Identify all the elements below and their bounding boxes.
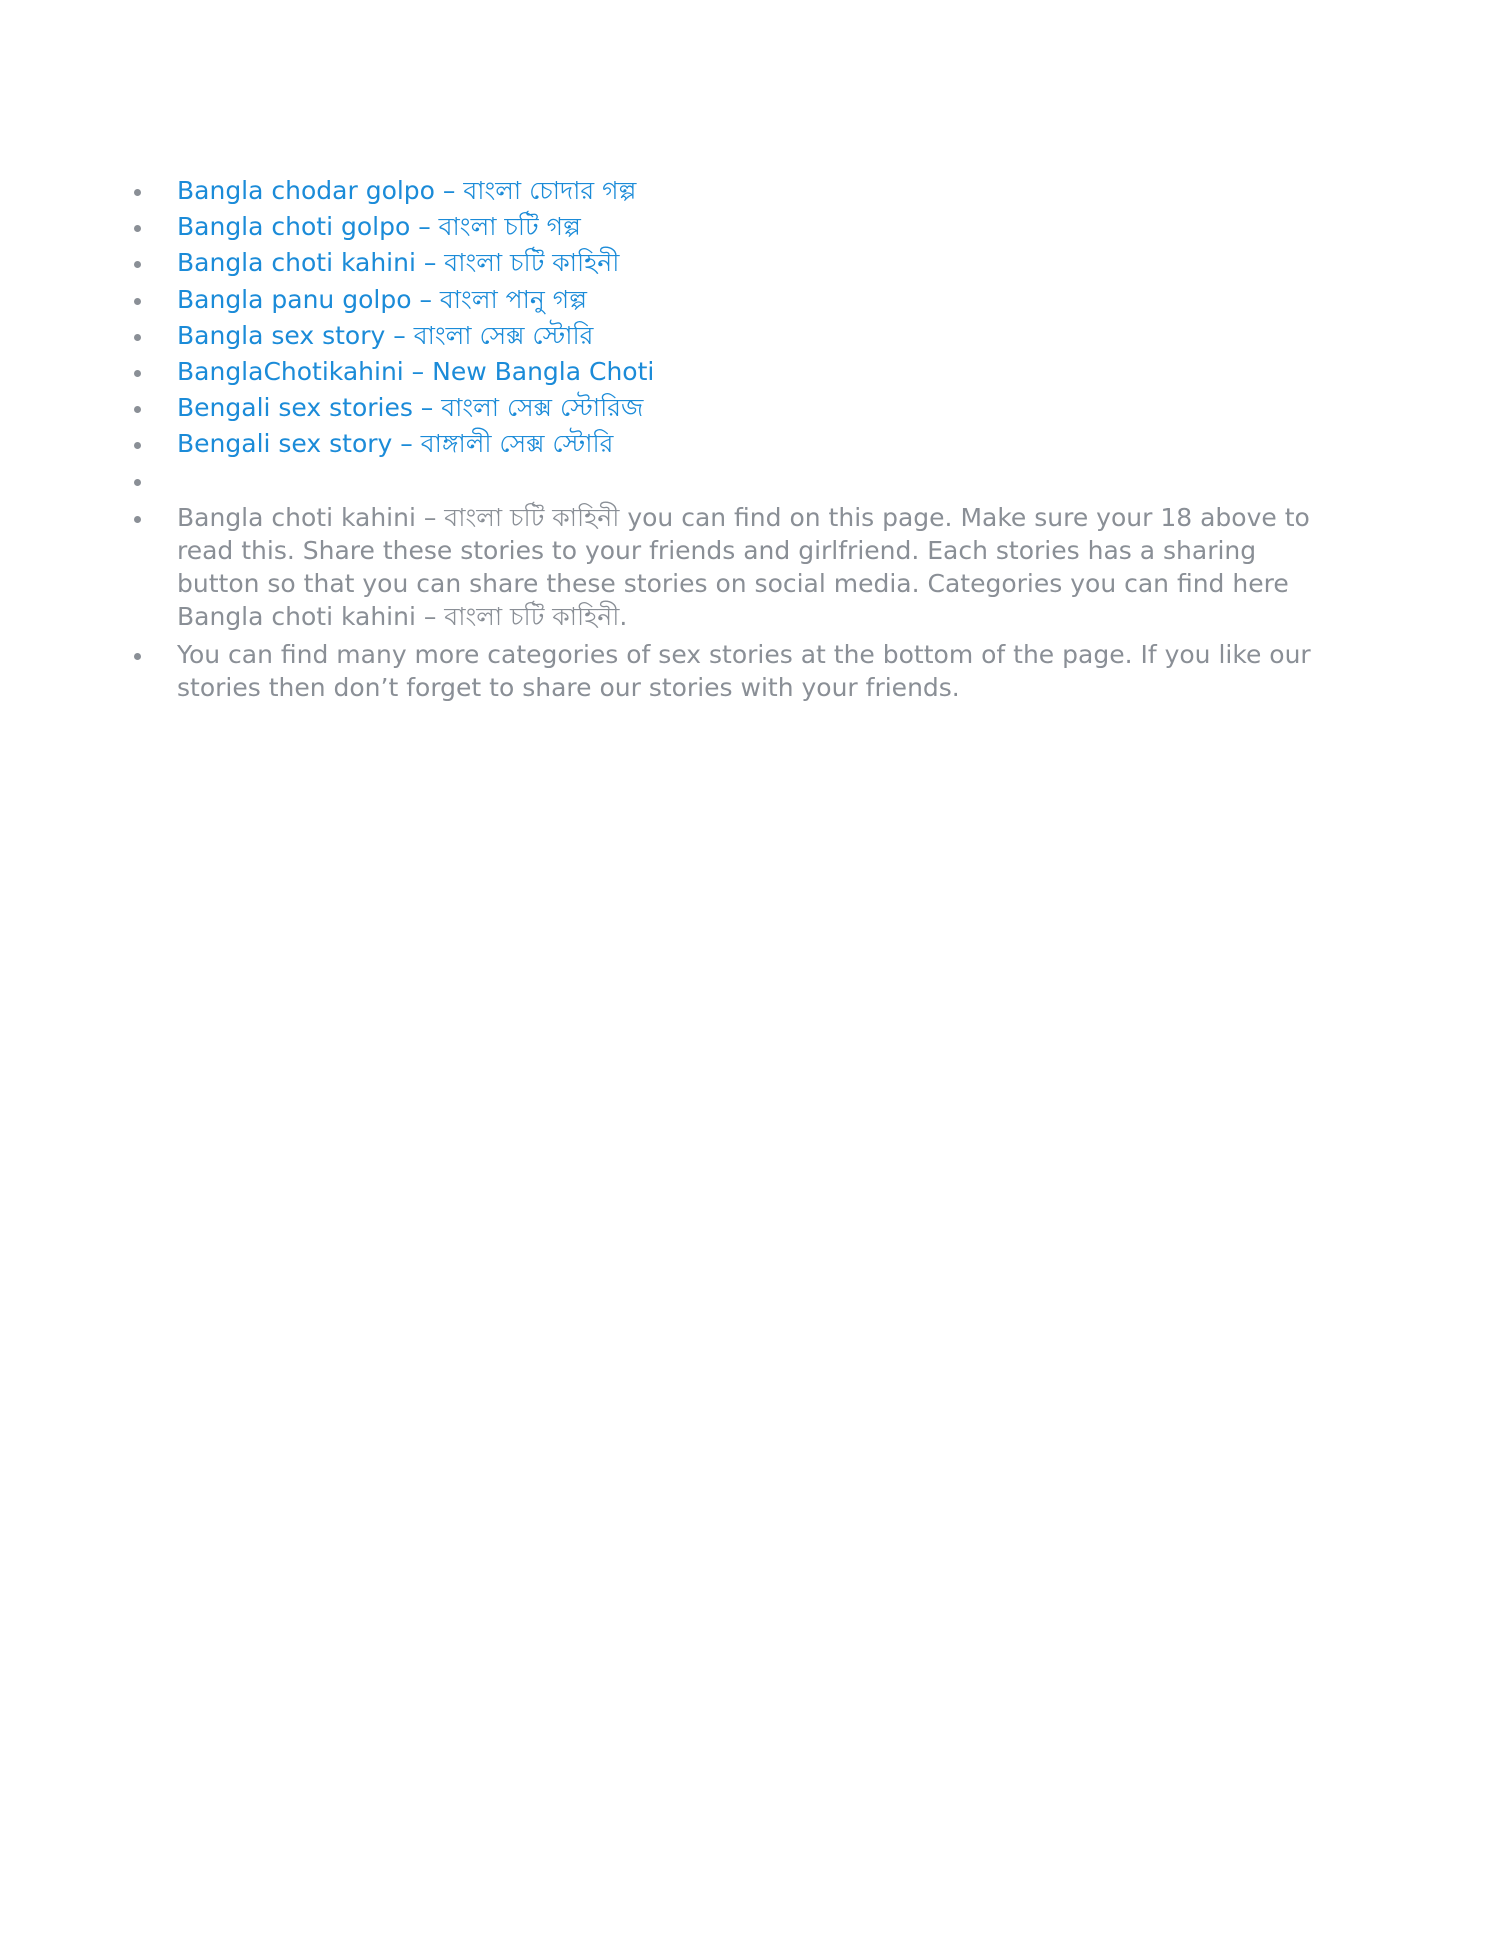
category-link[interactable]: Bangla sex story – বাংলা সেক্স স্টোরি xyxy=(177,320,594,350)
bullet-icon xyxy=(134,189,141,196)
bullet-icon xyxy=(134,334,141,341)
empty-list-item xyxy=(134,465,1334,497)
bullet-icon xyxy=(134,442,141,449)
list-item xyxy=(134,175,1334,207)
category-list xyxy=(134,175,1334,709)
category-link[interactable]: Bengali sex story – বাঙ্গালী সেক্স স্টোরি xyxy=(177,429,614,459)
category-link[interactable]: Bangla panu golpo – বাংলা পানু গল্প xyxy=(177,284,587,314)
list-item xyxy=(134,284,1334,316)
bullet-icon xyxy=(134,370,141,377)
bullet-icon xyxy=(134,225,141,232)
category-link[interactable]: Bangla choti golpo – বাংলা চটি গল্প xyxy=(177,212,581,242)
paragraph-text: You can find many more categories of sex stories at the bottom of the page. If you like our stories then don’t forget to share our stories with your friends. xyxy=(177,639,1311,702)
bullet-icon xyxy=(134,298,141,305)
bullet-icon xyxy=(134,479,141,486)
category-link[interactable]: Bangla chodar golpo – বাংলা চোদার গল্প xyxy=(177,176,637,205)
paragraph-text: Bangla choti kahini – বাংলা চটি কাহিনী you can find on this page. Make sure your 18 above to read this. Share these stories to your friends and girlfriend. Each stories has a sharing button so that you can share these stories on social media. Categories you can find here Bangla choti kahini – বাংলা চটি কাহিনী. xyxy=(177,502,1310,631)
list-item xyxy=(134,211,1334,243)
description-paragraph xyxy=(134,501,1334,633)
list-item xyxy=(134,392,1334,424)
list-item xyxy=(134,428,1334,460)
bullet-icon xyxy=(134,261,141,268)
bullet-icon xyxy=(134,406,141,413)
category-link[interactable]: Bengali sex stories – বাংলা সেক্স স্টোরিজ xyxy=(177,393,644,423)
category-link[interactable]: BanglaChotikahini – New Bangla Choti xyxy=(177,356,655,386)
category-link[interactable]: Bangla choti kahini – বাংলা চটি কাহিনী xyxy=(177,248,620,278)
list-item xyxy=(134,356,1334,388)
bullet-icon xyxy=(134,516,141,523)
list-item xyxy=(134,247,1334,279)
list-item xyxy=(134,320,1334,352)
bullet-icon xyxy=(134,653,141,660)
description-paragraph xyxy=(134,638,1334,704)
